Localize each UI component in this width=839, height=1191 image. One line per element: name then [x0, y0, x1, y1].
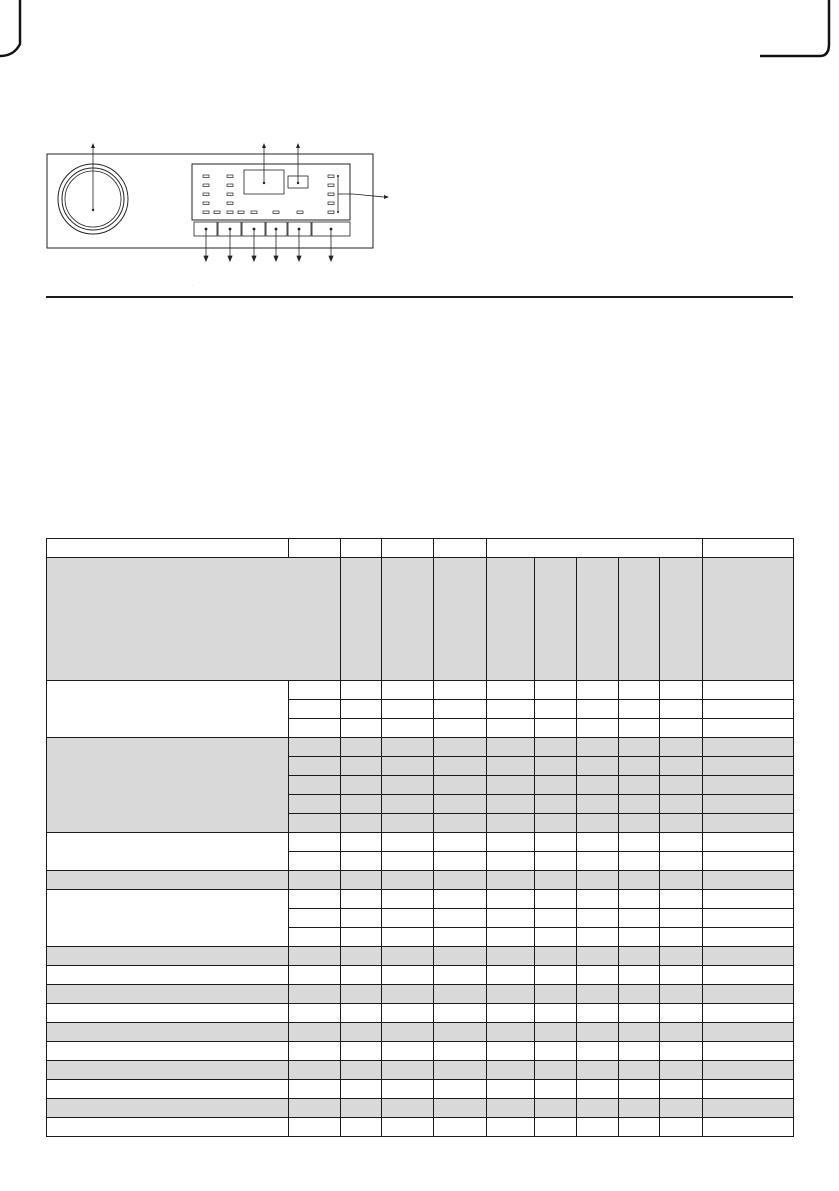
subheader-cell [341, 558, 382, 681]
table-cell [577, 757, 619, 776]
table-cell [341, 871, 382, 890]
table-cell [703, 985, 794, 1004]
table-cell [382, 1042, 434, 1061]
table-cell [577, 890, 619, 909]
table-cell [382, 928, 434, 947]
table-cell [382, 852, 434, 871]
table-row [47, 833, 794, 852]
table-cell [619, 681, 660, 700]
table-row [47, 681, 794, 700]
table-cell [577, 700, 619, 719]
table-cell [535, 757, 577, 776]
table-cell [382, 700, 434, 719]
table-cell [660, 1023, 703, 1042]
subheader-cell [577, 558, 619, 681]
header-cell [341, 539, 382, 558]
table-cell [535, 985, 577, 1004]
table-cell [703, 1080, 794, 1099]
table-cell [341, 928, 382, 947]
table-cell [619, 700, 660, 719]
table-cell [577, 833, 619, 852]
table-cell [382, 1023, 434, 1042]
table-cell [487, 681, 535, 700]
table-cell [577, 719, 619, 738]
table-cell [660, 1042, 703, 1061]
table-cell [289, 1118, 341, 1137]
table-cell [47, 1118, 289, 1137]
table-cell [289, 1099, 341, 1118]
table-cell [487, 814, 535, 833]
table-cell [619, 985, 660, 1004]
table-cell [434, 1099, 487, 1118]
table-cell [619, 966, 660, 985]
table-cell [535, 681, 577, 700]
table-cell [487, 947, 535, 966]
table-cell [703, 795, 794, 814]
table-cell [382, 738, 434, 757]
table-cell [47, 1080, 289, 1099]
table-cell [660, 871, 703, 890]
table-cell [341, 1118, 382, 1137]
table-cell [619, 909, 660, 928]
table-cell [619, 1099, 660, 1118]
table-cell [341, 738, 382, 757]
table-cell [703, 852, 794, 871]
table-cell [434, 1118, 487, 1137]
table-cell [619, 833, 660, 852]
table-cell [660, 700, 703, 719]
table-row [47, 1118, 794, 1137]
header-cell [487, 539, 703, 558]
table-cell [487, 1118, 535, 1137]
table-cell [619, 719, 660, 738]
table-cell [341, 909, 382, 928]
table-cell [535, 1061, 577, 1080]
table-cell [703, 833, 794, 852]
program-table [46, 538, 794, 1137]
table-row [47, 890, 794, 909]
table-cell [487, 833, 535, 852]
table-cell [289, 795, 341, 814]
table-cell [341, 776, 382, 795]
table-cell [341, 1080, 382, 1099]
table-cell [619, 738, 660, 757]
table-cell [341, 1004, 382, 1023]
table-header-row [47, 539, 794, 558]
subheader-cell [487, 558, 535, 681]
table-cell [382, 909, 434, 928]
table-cell [434, 1004, 487, 1023]
table-cell [382, 966, 434, 985]
table-cell [535, 833, 577, 852]
table-cell [289, 928, 341, 947]
table-cell [487, 928, 535, 947]
subheader-cell [660, 558, 703, 681]
table-cell [434, 795, 487, 814]
table-cell [535, 700, 577, 719]
table-cell [47, 1023, 289, 1042]
table-cell [703, 1023, 794, 1042]
table-cell [703, 757, 794, 776]
table-cell [289, 966, 341, 985]
table-row [47, 966, 794, 985]
table-cell [703, 966, 794, 985]
table-cell [487, 966, 535, 985]
program-name-cell [47, 681, 289, 738]
subheader-cell [619, 558, 660, 681]
table-cell [535, 890, 577, 909]
table-cell [703, 719, 794, 738]
table-cell [577, 1042, 619, 1061]
table-cell [487, 757, 535, 776]
header-cell [289, 539, 341, 558]
table-cell [434, 947, 487, 966]
table-cell [434, 719, 487, 738]
table-cell [434, 681, 487, 700]
table-cell [660, 985, 703, 1004]
table-cell [660, 852, 703, 871]
table-cell [341, 814, 382, 833]
table-cell [703, 909, 794, 928]
table-cell [289, 985, 341, 1004]
table-cell [703, 947, 794, 966]
table-cell [660, 757, 703, 776]
table-row [47, 1023, 794, 1042]
table-cell [47, 1099, 289, 1118]
table-cell [703, 1004, 794, 1023]
table-cell [535, 947, 577, 966]
program-name-cell [47, 890, 289, 947]
table-cell [289, 947, 341, 966]
table-cell [434, 985, 487, 1004]
table-cell [535, 1080, 577, 1099]
table-cell [289, 776, 341, 795]
table-cell [487, 871, 535, 890]
table-cell [487, 890, 535, 909]
table-cell [577, 909, 619, 928]
subheader-cell [47, 558, 341, 681]
table-cell [703, 700, 794, 719]
table-cell [619, 1023, 660, 1042]
table-cell [289, 719, 341, 738]
table-cell [660, 833, 703, 852]
table-cell [577, 1080, 619, 1099]
table-cell [577, 681, 619, 700]
table-cell [289, 890, 341, 909]
program-name-cell [47, 871, 289, 890]
table-cell [535, 738, 577, 757]
table-cell [289, 833, 341, 852]
table-cell [434, 814, 487, 833]
table-cell [619, 1118, 660, 1137]
table-cell [660, 928, 703, 947]
table-cell [577, 928, 619, 947]
table-cell [703, 681, 794, 700]
subheader-cell [535, 558, 577, 681]
table-cell [382, 719, 434, 738]
table-cell [341, 700, 382, 719]
table-row [47, 871, 794, 890]
table-cell [434, 1042, 487, 1061]
table-cell [434, 871, 487, 890]
table-cell [535, 1042, 577, 1061]
header-cell [47, 539, 289, 558]
table-cell [341, 681, 382, 700]
table-cell [341, 1061, 382, 1080]
table-cell [535, 814, 577, 833]
table-cell [535, 909, 577, 928]
table-cell [487, 776, 535, 795]
table-cell [535, 1023, 577, 1042]
table-cell [434, 757, 487, 776]
table-row [47, 1061, 794, 1080]
table-cell [47, 1004, 289, 1023]
table-cell [660, 719, 703, 738]
table-cell [434, 776, 487, 795]
control-panel-diagram [0, 0, 839, 300]
table-cell [535, 966, 577, 985]
table-cell [382, 890, 434, 909]
table-cell [382, 776, 434, 795]
table-cell [619, 795, 660, 814]
table-cell [382, 947, 434, 966]
table-cell [619, 1080, 660, 1099]
table-cell [487, 700, 535, 719]
table-cell [289, 1004, 341, 1023]
table-cell [703, 1099, 794, 1118]
table-cell [619, 776, 660, 795]
table-cell [619, 928, 660, 947]
table-cell [382, 681, 434, 700]
table-cell [577, 1099, 619, 1118]
table-cell [577, 871, 619, 890]
table-cell [660, 776, 703, 795]
table-cell [289, 757, 341, 776]
table-cell [487, 909, 535, 928]
table-cell [660, 1118, 703, 1137]
table-cell [487, 1061, 535, 1080]
table-cell [382, 757, 434, 776]
table-cell [341, 1099, 382, 1118]
table-cell [619, 890, 660, 909]
table-cell [289, 1023, 341, 1042]
table-cell [703, 814, 794, 833]
table-cell [341, 985, 382, 1004]
table-cell [703, 1042, 794, 1061]
table-cell [660, 966, 703, 985]
table-cell [341, 833, 382, 852]
table-cell [434, 909, 487, 928]
header-cell [703, 539, 794, 558]
table-cell [619, 814, 660, 833]
subheader-cell [703, 558, 794, 681]
table-cell [487, 738, 535, 757]
table-row [47, 985, 794, 1004]
table-cell [535, 852, 577, 871]
table-row [47, 1004, 794, 1023]
table-row [47, 738, 794, 757]
table-cell [535, 776, 577, 795]
table-cell [341, 1042, 382, 1061]
table-cell [289, 814, 341, 833]
table-cell [619, 1042, 660, 1061]
table-cell [382, 1061, 434, 1080]
table-cell [577, 1004, 619, 1023]
table-row [47, 1099, 794, 1118]
table-cell [577, 795, 619, 814]
table-cell [341, 966, 382, 985]
table-cell [341, 795, 382, 814]
table-cell [487, 852, 535, 871]
table-cell [434, 852, 487, 871]
table-cell [382, 985, 434, 1004]
table-cell [434, 890, 487, 909]
table-cell [382, 1004, 434, 1023]
table-subheader-row [47, 558, 794, 681]
table-cell [341, 947, 382, 966]
table-cell [289, 871, 341, 890]
table-cell [703, 738, 794, 757]
table-cell [703, 1061, 794, 1080]
table-cell [660, 890, 703, 909]
table-cell [341, 719, 382, 738]
table-cell [382, 795, 434, 814]
table-cell [47, 1061, 289, 1080]
table-cell [577, 1118, 619, 1137]
table-cell [487, 985, 535, 1004]
table-cell [382, 871, 434, 890]
table-cell [487, 1099, 535, 1118]
table-cell [487, 795, 535, 814]
table-cell [289, 852, 341, 871]
table-cell [577, 814, 619, 833]
table-cell [660, 814, 703, 833]
table-cell [660, 1061, 703, 1080]
program-name-cell [47, 738, 289, 833]
table-cell [47, 966, 289, 985]
table-row [47, 947, 794, 966]
table-cell [619, 1004, 660, 1023]
table-cell [289, 738, 341, 757]
table-cell [289, 681, 341, 700]
header-cell [434, 539, 487, 558]
table-cell [434, 1080, 487, 1099]
table-cell [434, 738, 487, 757]
table-cell [619, 757, 660, 776]
table-cell [660, 947, 703, 966]
table-cell [660, 909, 703, 928]
table-cell [660, 1099, 703, 1118]
program-name-cell [47, 833, 289, 871]
table-cell [47, 985, 289, 1004]
table-cell [341, 1023, 382, 1042]
table-cell [434, 966, 487, 985]
table-cell [577, 985, 619, 1004]
section-divider [46, 296, 793, 298]
table-cell [289, 909, 341, 928]
table-cell [660, 681, 703, 700]
table-cell [382, 833, 434, 852]
subheader-cell [382, 558, 434, 681]
table-cell [577, 966, 619, 985]
program-table-wrapper [46, 538, 793, 1137]
table-cell [660, 738, 703, 757]
table-cell [577, 852, 619, 871]
table-cell [487, 719, 535, 738]
table-cell [487, 1004, 535, 1023]
table-cell [487, 1080, 535, 1099]
table-cell [535, 1004, 577, 1023]
table-cell [703, 1118, 794, 1137]
table-cell [434, 700, 487, 719]
table-cell [619, 852, 660, 871]
table-cell [341, 757, 382, 776]
table-cell [619, 947, 660, 966]
table-cell [434, 1061, 487, 1080]
table-cell [577, 1061, 619, 1080]
table-cell [619, 1061, 660, 1080]
table-cell [487, 1023, 535, 1042]
table-cell [47, 1042, 289, 1061]
table-cell [535, 871, 577, 890]
table-cell [382, 1118, 434, 1137]
small-mark: . [192, 282, 194, 287]
table-cell [382, 814, 434, 833]
table-cell [703, 871, 794, 890]
table-cell [434, 928, 487, 947]
table-cell [577, 776, 619, 795]
subheader-cell [434, 558, 487, 681]
table-cell [487, 1042, 535, 1061]
table-cell [341, 852, 382, 871]
table-cell [434, 1023, 487, 1042]
table-cell [660, 795, 703, 814]
header-cell [382, 539, 434, 558]
table-cell [619, 871, 660, 890]
table-cell [382, 1099, 434, 1118]
table-row [47, 1042, 794, 1061]
table-cell [535, 1099, 577, 1118]
table-cell [535, 928, 577, 947]
table-cell [660, 1080, 703, 1099]
table-cell [535, 1118, 577, 1137]
table-cell [577, 738, 619, 757]
table-cell [47, 947, 289, 966]
table-cell [535, 795, 577, 814]
table-cell [341, 890, 382, 909]
table-cell [535, 719, 577, 738]
table-cell [289, 1042, 341, 1061]
table-cell [434, 833, 487, 852]
table-row [47, 1080, 794, 1099]
table-cell [382, 1080, 434, 1099]
table-cell [660, 1004, 703, 1023]
table-cell [703, 928, 794, 947]
table-cell [289, 1061, 341, 1080]
table-cell [703, 890, 794, 909]
table-cell [289, 1080, 341, 1099]
table-cell [577, 947, 619, 966]
table-cell [289, 700, 341, 719]
table-cell [577, 1023, 619, 1042]
table-cell [703, 776, 794, 795]
